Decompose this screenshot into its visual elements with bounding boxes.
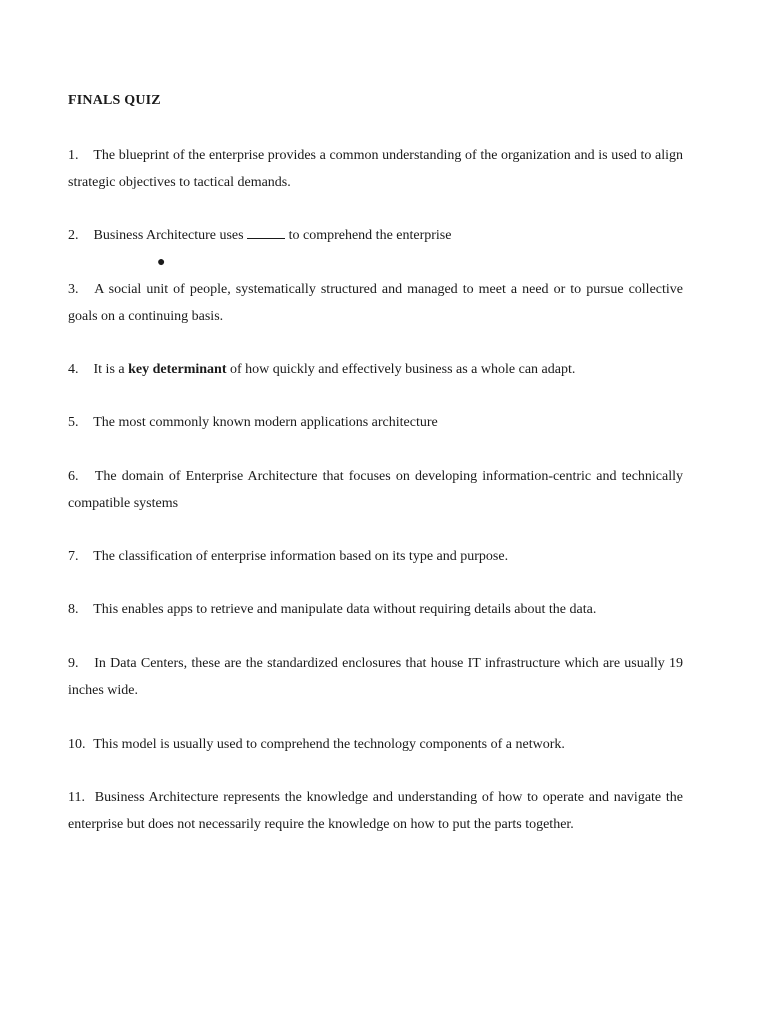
question-8 — [68, 596, 683, 623]
question-4 — [68, 356, 683, 383]
question-text-post: of how quickly and effectively business as a whole can adapt. — [230, 362, 576, 377]
question-5 — [68, 409, 683, 436]
quiz-title: FINALS QUIZ — [68, 93, 161, 108]
question-text: This model is usually used to comprehend the technology components of a network. — [93, 737, 565, 752]
question-9 — [68, 650, 683, 704]
question-1 — [68, 142, 683, 196]
question-number: 5. — [68, 415, 79, 430]
question-number: 9. — [68, 656, 79, 671]
bullet-icon: ● — [157, 255, 166, 270]
question-text-pre: It is a — [93, 362, 125, 377]
question-number: 6. — [68, 469, 79, 484]
question-number: 1. — [68, 148, 79, 163]
question-2 — [68, 222, 683, 249]
question-text: The most commonly known modern applications architecture — [93, 415, 438, 430]
question-3 — [68, 276, 683, 330]
question-7 — [68, 543, 683, 570]
answer-blank — [247, 226, 285, 239]
question-text: The domain of Enterprise Architecture that focuses on developing information-centric and technically compatible systems — [68, 469, 684, 511]
question-number: 4. — [68, 362, 79, 377]
question-text: The blueprint of the enterprise provides a common understanding of the organization and is used to align strategic objectives to tactical demands. — [68, 148, 683, 190]
question-number: 2. — [68, 228, 79, 243]
question-text: The classification of enterprise information based on its type and purpose. — [93, 549, 509, 564]
question-number: 8. — [68, 602, 79, 617]
question-text: Business Architecture represents the knowledge and understanding of how to operate and navigate the enterprise but does not necessarily require the knowledge on how to put the parts together. — [68, 790, 683, 832]
question-11 — [68, 784, 683, 838]
question-number: 3. — [68, 282, 79, 297]
question-text-bold: key determinant — [128, 362, 227, 377]
question-number: 10. — [68, 737, 86, 752]
question-10 — [68, 731, 683, 758]
question-text: This enables apps to retrieve and manipulate data without requiring details about the data. — [93, 602, 597, 617]
question-number: 7. — [68, 549, 79, 564]
question-text: A social unit of people, systematically structured and managed to meet a need or to pursue collective goals on a continuing basis. — [68, 282, 683, 324]
question-number: 11. — [68, 790, 85, 805]
question-text-post: to comprehend the enterprise — [288, 228, 452, 243]
question-6 — [68, 463, 683, 517]
question-text: In Data Centers, these are the standardized enclosures that house IT infrastructure which are usually 19 inches wide. — [68, 656, 684, 698]
question-text-pre: Business Architecture uses — [93, 228, 244, 243]
